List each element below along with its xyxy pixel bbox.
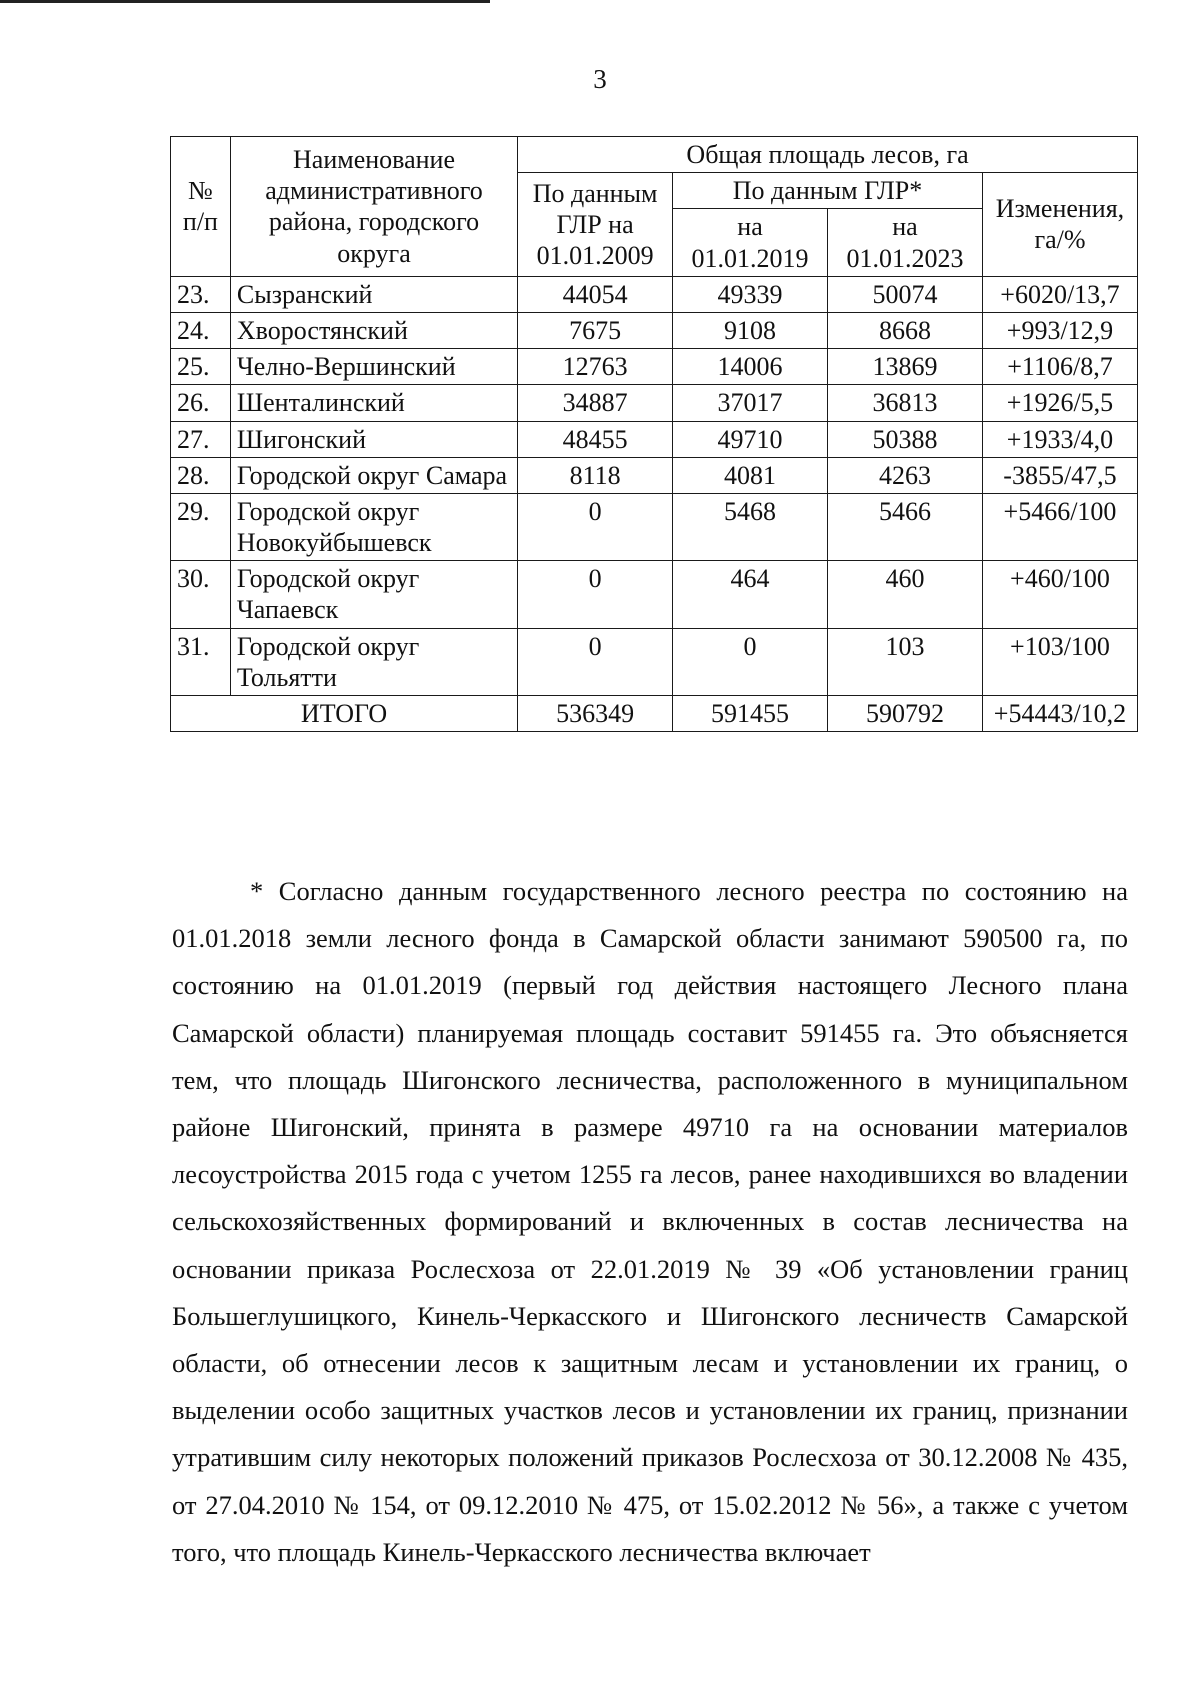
cell-change: +1926/5,5 xyxy=(982,385,1137,421)
total-change: +54443/10,2 xyxy=(982,696,1137,732)
cell-name: Челно-Вершинский xyxy=(230,349,517,385)
cell-name: Шенталинский xyxy=(230,385,517,421)
cell-2023: 13869 xyxy=(828,349,983,385)
cell-change: +460/100 xyxy=(982,561,1137,628)
cell-name: Шигонский xyxy=(230,421,517,457)
table-row xyxy=(171,276,1138,312)
header-grl-2009: По данным ГЛР на 01.01.2009 xyxy=(518,173,673,277)
cell-num: 24. xyxy=(171,312,231,348)
forest-area-table xyxy=(170,136,1138,732)
cell-name: Городской округ Самара xyxy=(230,457,517,493)
cell-name: Сызранский xyxy=(230,276,517,312)
cell-name: Хворостянский xyxy=(230,312,517,348)
header-on-2023: на 01.01.2023 xyxy=(828,209,983,276)
cell-name: Городской округ Тольятти xyxy=(230,628,517,695)
table-row xyxy=(171,628,1138,695)
cell-change: +103/100 xyxy=(982,628,1137,695)
cell-2023: 36813 xyxy=(828,385,983,421)
table-row xyxy=(171,421,1138,457)
table-row xyxy=(171,457,1138,493)
cell-change: +5466/100 xyxy=(982,493,1137,560)
header-changes: Изменения, га/% xyxy=(982,173,1137,277)
cell-2009: 34887 xyxy=(518,385,673,421)
cell-name: Городской округ Чапаевск xyxy=(230,561,517,628)
cell-2009: 8118 xyxy=(518,457,673,493)
cell-2019: 37017 xyxy=(673,385,828,421)
cell-2009: 0 xyxy=(518,628,673,695)
total-2023: 590792 xyxy=(828,696,983,732)
top-rule xyxy=(0,0,490,3)
cell-num: 23. xyxy=(171,276,231,312)
cell-2023: 4263 xyxy=(828,457,983,493)
cell-2019: 0 xyxy=(673,628,828,695)
cell-num: 26. xyxy=(171,385,231,421)
cell-2023: 8668 xyxy=(828,312,983,348)
cell-2023: 50388 xyxy=(828,421,983,457)
table-row xyxy=(171,312,1138,348)
cell-2009: 44054 xyxy=(518,276,673,312)
cell-2019: 5468 xyxy=(673,493,828,560)
header-num: № п/п xyxy=(171,137,231,277)
header-name: Наименование административного района, городского округа xyxy=(230,137,517,277)
cell-2019: 49339 xyxy=(673,276,828,312)
cell-2019: 9108 xyxy=(673,312,828,348)
header-area-group: Общая площадь лесов, га xyxy=(518,137,1138,173)
cell-num: 28. xyxy=(171,457,231,493)
cell-2009: 48455 xyxy=(518,421,673,457)
cell-2019: 464 xyxy=(673,561,828,628)
total-2009: 536349 xyxy=(518,696,673,732)
cell-num: 29. xyxy=(171,493,231,560)
cell-2023: 103 xyxy=(828,628,983,695)
cell-2023: 5466 xyxy=(828,493,983,560)
table-body xyxy=(171,276,1138,731)
total-label: ИТОГО xyxy=(171,696,518,732)
cell-num: 31. xyxy=(171,628,231,695)
cell-2009: 12763 xyxy=(518,349,673,385)
cell-num: 27. xyxy=(171,421,231,457)
cell-num: 25. xyxy=(171,349,231,385)
total-2019: 591455 xyxy=(673,696,828,732)
table-row xyxy=(171,493,1138,560)
cell-change: +1106/8,7 xyxy=(982,349,1137,385)
page-number: 3 xyxy=(593,64,607,94)
total-row xyxy=(171,696,1138,732)
cell-change: +6020/13,7 xyxy=(982,276,1137,312)
cell-2023: 50074 xyxy=(828,276,983,312)
cell-2019: 4081 xyxy=(673,457,828,493)
cell-name: Городской округ Новокуйбышевск xyxy=(230,493,517,560)
header-grl-group: По данным ГЛР* xyxy=(673,173,983,209)
cell-change: -3855/47,5 xyxy=(982,457,1137,493)
table-row xyxy=(171,349,1138,385)
footnote-paragraph: * Согласно данным государственного лесного реестра по состоянию на 01.01.2018 земли лесного фонда в Самарской области занимают 590500 га, по состоянию на 01.01.2019 (первый год действия настоящего Лесного плана Самарской области) планируемая площадь составит 591455 га. Это объясняется тем, что площадь Шигонского лесничества, расположенного в муниципальном районе Шигонский, принята в размере 49710 га на основании материалов лесоустройства 2015 года с учетом 1255 га лесов, ранее находившихся во владении сельскохозяйственных формирований и включенных в состав лесничества на основании приказа Рослесхоза от 22.01.2019 № 39 «Об установлении границ Большеглушицкого, Кинель-Черкасского и Шигонского лесничеств Самарской области, об отнесении лесов к защитным лесам и установлении их границ, о выделении особо защитных участков лесов и установлении их границ, признании утратившим силу некоторых положений приказов Рослесхоза от 30.12.2008 № 435, от 27.04.2010 № 154, от 09.12.2010 № 475, от 15.02.2012 № 56», а также с учетом того, что площадь Кинель-Черкасского лесничества включает xyxy=(172,876,1128,1567)
header-on-2019: на 01.01.2019 xyxy=(673,209,828,276)
cell-2019: 49710 xyxy=(673,421,828,457)
cell-2023: 460 xyxy=(828,561,983,628)
cell-2019: 14006 xyxy=(673,349,828,385)
cell-change: +1933/4,0 xyxy=(982,421,1137,457)
cell-2009: 0 xyxy=(518,493,673,560)
cell-2009: 0 xyxy=(518,561,673,628)
table-row xyxy=(171,561,1138,628)
cell-2009: 7675 xyxy=(518,312,673,348)
cell-change: +993/12,9 xyxy=(982,312,1137,348)
cell-num: 30. xyxy=(171,561,231,628)
table-row xyxy=(171,385,1138,421)
